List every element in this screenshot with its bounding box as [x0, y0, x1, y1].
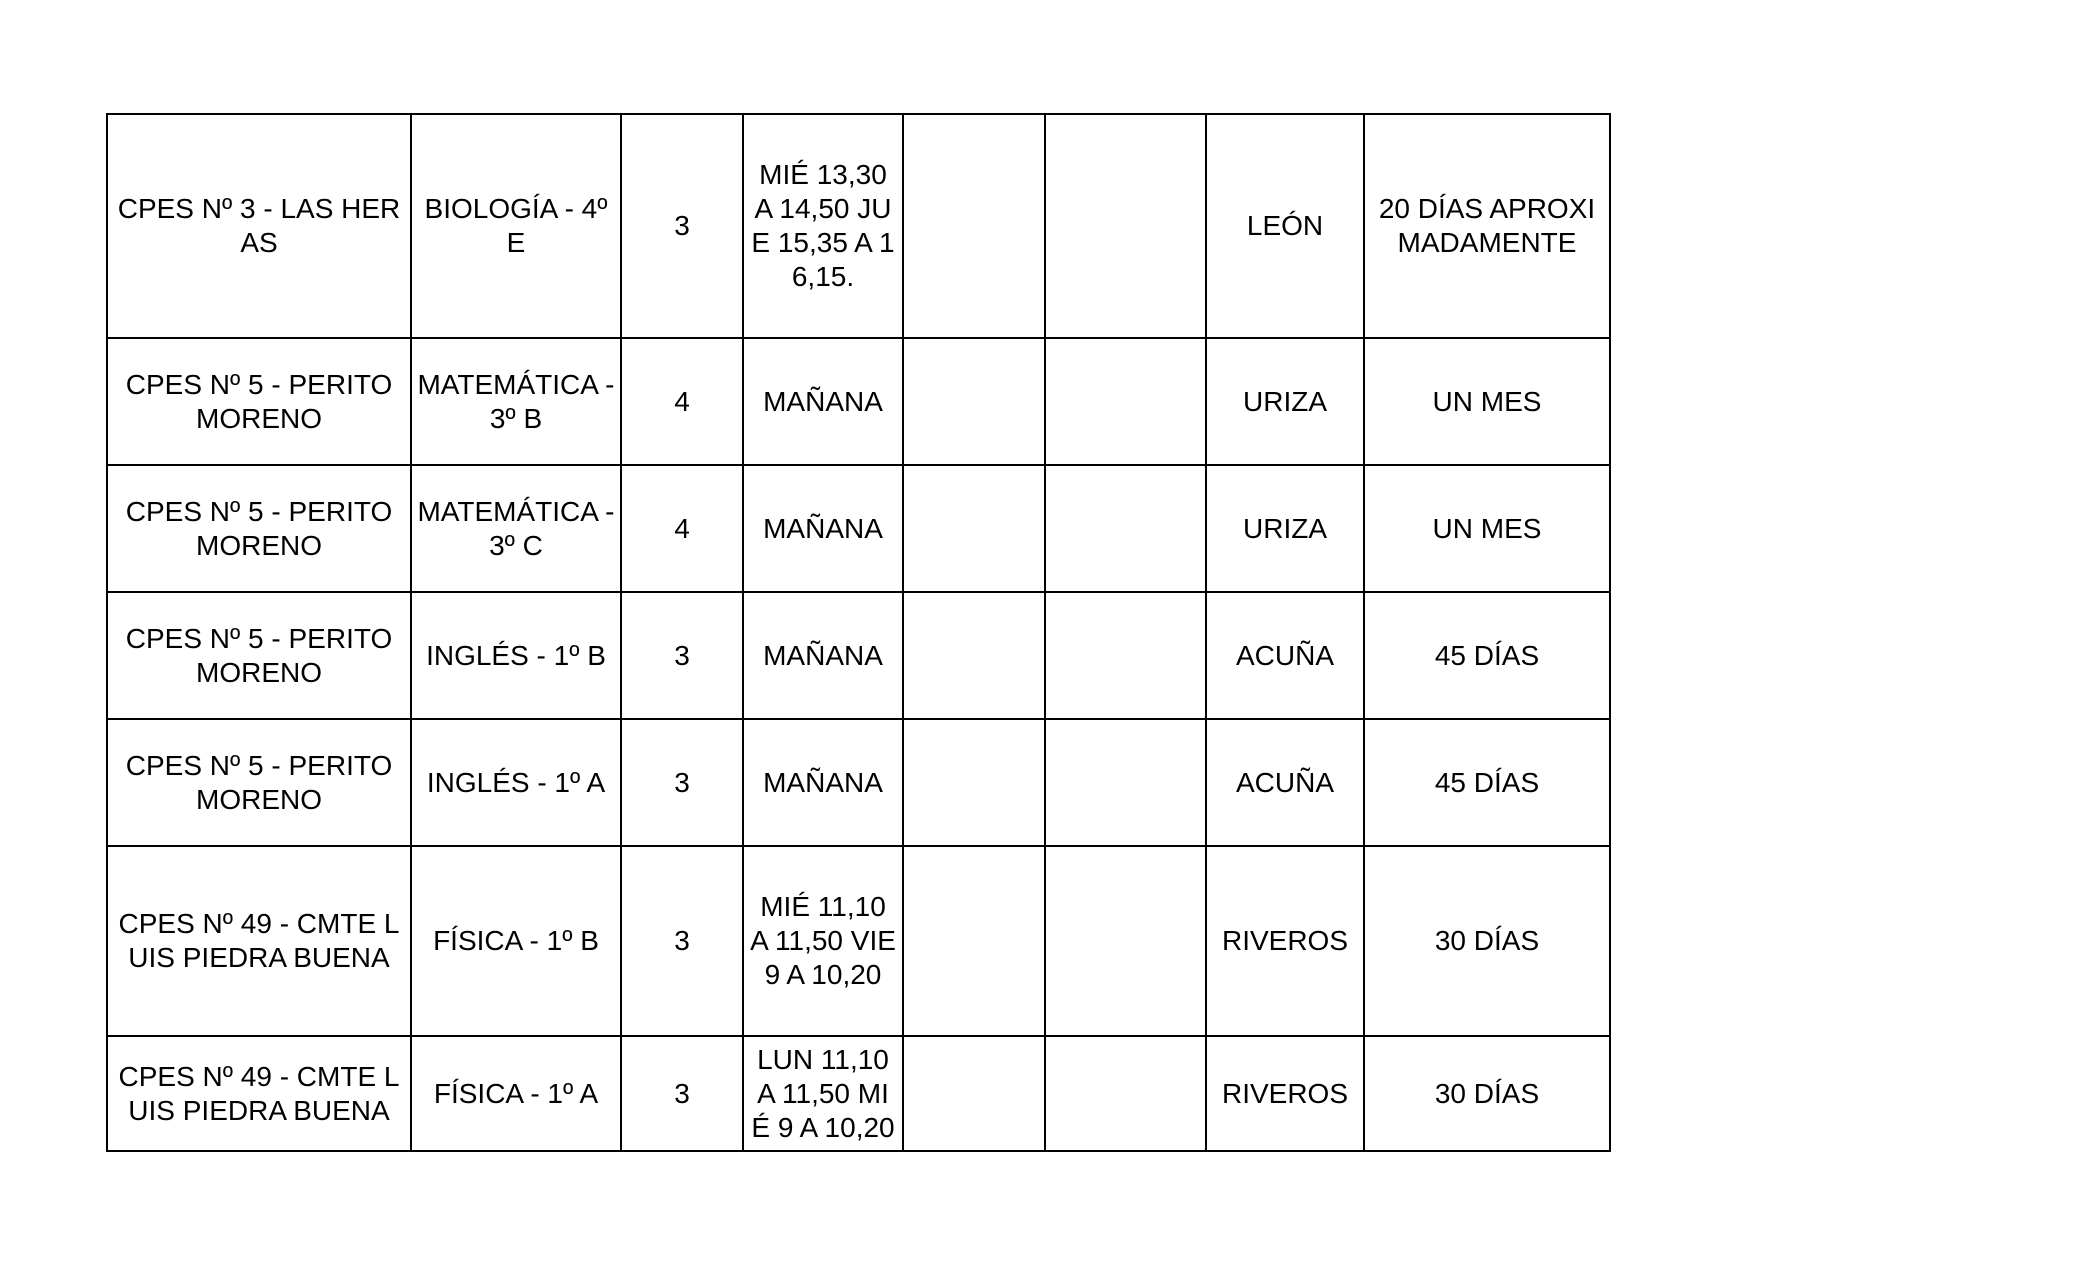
school-cell: CPES Nº 3 - LAS HERAS: [107, 114, 411, 338]
schedule-cell: MAÑANA: [743, 338, 903, 465]
duration-cell: UN MES: [1364, 465, 1610, 592]
empty-cell: [903, 846, 1045, 1036]
subject-cell: INGLÉS - 1º B: [411, 592, 621, 719]
teacher-cell: RIVEROS: [1206, 1036, 1364, 1151]
duration-cell: 30 DÍAS: [1364, 1036, 1610, 1151]
empty-cell: [1045, 338, 1206, 465]
subject-cell: BIOLOGÍA - 4º E: [411, 114, 621, 338]
school-cell: CPES Nº 49 - CMTE LUIS PIEDRA BUENA: [107, 846, 411, 1036]
empty-cell: [903, 114, 1045, 338]
duration-cell: 45 DÍAS: [1364, 719, 1610, 846]
empty-cell: [903, 719, 1045, 846]
school-cell: CPES Nº 49 - CMTE LUIS PIEDRA BUENA: [107, 1036, 411, 1151]
table-row: [107, 338, 1610, 465]
schedule-cell: MIÉ 13,30 A 14,50 JUE 15,35 A 16,15.: [743, 114, 903, 338]
table-row: [107, 846, 1610, 1036]
hours-cell: 4: [621, 465, 743, 592]
vacancy-table: [106, 113, 1611, 1152]
empty-cell: [1045, 114, 1206, 338]
schedule-cell: MAÑANA: [743, 719, 903, 846]
teacher-cell: ACUÑA: [1206, 719, 1364, 846]
teacher-cell: ACUÑA: [1206, 592, 1364, 719]
empty-cell: [903, 1036, 1045, 1151]
schedule-cell: LUN 11,10 A 11,50 MIÉ 9 A 10,20: [743, 1036, 903, 1151]
hours-cell: 3: [621, 719, 743, 846]
table-row: [107, 114, 1610, 338]
subject-cell: MATEMÁTICA - 3º C: [411, 465, 621, 592]
duration-cell: 30 DÍAS: [1364, 846, 1610, 1036]
subject-cell: FÍSICA - 1º A: [411, 1036, 621, 1151]
teacher-cell: URIZA: [1206, 465, 1364, 592]
hours-cell: 3: [621, 592, 743, 719]
empty-cell: [1045, 719, 1206, 846]
hours-cell: 3: [621, 114, 743, 338]
schedule-cell: MIÉ 11,10 A 11,50 VIE 9 A 10,20: [743, 846, 903, 1036]
table-row: [107, 465, 1610, 592]
hours-cell: 4: [621, 338, 743, 465]
hours-cell: 3: [621, 846, 743, 1036]
empty-cell: [903, 465, 1045, 592]
empty-cell: [903, 338, 1045, 465]
teacher-cell: LEÓN: [1206, 114, 1364, 338]
duration-cell: UN MES: [1364, 338, 1610, 465]
table-row: [107, 592, 1610, 719]
school-cell: CPES Nº 5 - PERITO MORENO: [107, 338, 411, 465]
table-row: [107, 719, 1610, 846]
empty-cell: [1045, 1036, 1206, 1151]
table-row: [107, 1036, 1610, 1151]
empty-cell: [903, 592, 1045, 719]
teacher-cell: RIVEROS: [1206, 846, 1364, 1036]
schedule-cell: MAÑANA: [743, 592, 903, 719]
schedule-cell: MAÑANA: [743, 465, 903, 592]
subject-cell: INGLÉS - 1º A: [411, 719, 621, 846]
hours-cell: 3: [621, 1036, 743, 1151]
empty-cell: [1045, 465, 1206, 592]
subject-cell: FÍSICA - 1º B: [411, 846, 621, 1036]
empty-cell: [1045, 592, 1206, 719]
subject-cell: MATEMÁTICA - 3º B: [411, 338, 621, 465]
school-cell: CPES Nº 5 - PERITO MORENO: [107, 719, 411, 846]
duration-cell: 45 DÍAS: [1364, 592, 1610, 719]
school-cell: CPES Nº 5 - PERITO MORENO: [107, 465, 411, 592]
duration-cell: 20 DÍAS APROXIMADAMENTE: [1364, 114, 1610, 338]
teacher-cell: URIZA: [1206, 338, 1364, 465]
school-cell: CPES Nº 5 - PERITO MORENO: [107, 592, 411, 719]
empty-cell: [1045, 846, 1206, 1036]
